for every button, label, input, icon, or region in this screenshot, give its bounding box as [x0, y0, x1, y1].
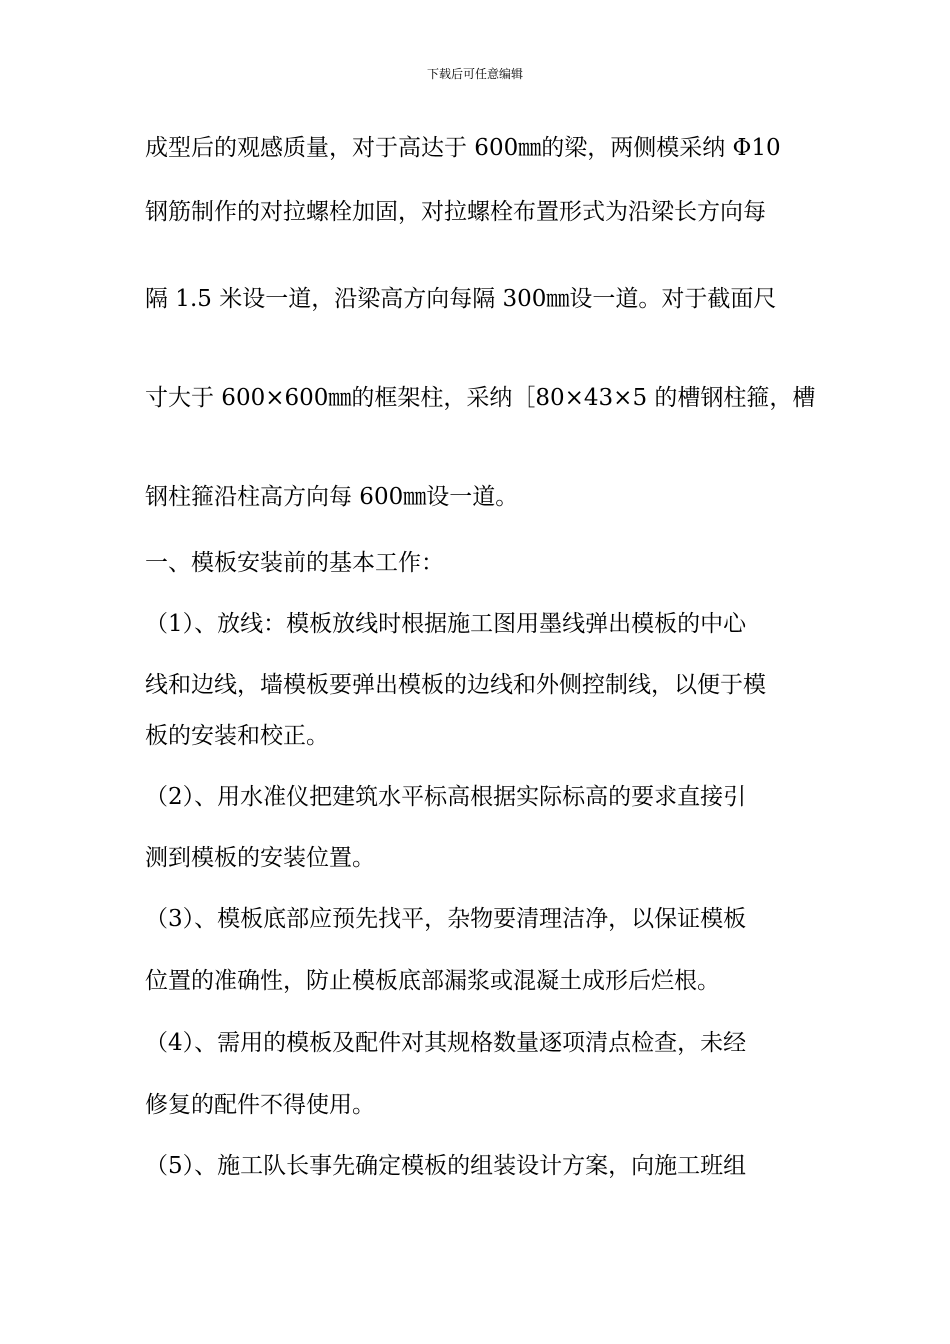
body-line: 寸大于 600×600㎜的框架柱，采纳［80×43×5 的槽钢柱箍，槽: [145, 385, 816, 411]
body-line: （3）、模板底部应预先找平，杂物要清理洁净，以保证模板: [145, 906, 747, 932]
body-line: 钢筋制作的对拉螺栓加固，对拉螺栓布置形式为沿梁长方向每: [145, 199, 766, 225]
body-line: （2）、用水准仪把建筑水平标高根据实际标高的要求直接引: [145, 784, 747, 810]
body-line: 成型后的观感质量，对于高达于 600㎜的梁，两侧模采纳 Φ10: [145, 135, 781, 161]
body-line: 钢柱箍沿柱高方向每 600㎜设一道。: [145, 484, 519, 510]
body-line: 板的安装和校正。: [145, 723, 329, 749]
body-line: （4）、需用的模板及配件对其规格数量逐项清点检查，未经: [145, 1030, 747, 1056]
body-line: 隔 1.5 米设一道，沿梁高方向每隔 300㎜设一道。对于截面尺: [145, 286, 777, 312]
body-line: （1）、放线：模板放线时根据施工图用墨线弹出模板的中心: [145, 611, 747, 637]
body-line: （5）、施工队长事先确定模板的组装设计方案，向施工班组: [145, 1153, 747, 1179]
body-line: 线和边线，墙模板要弹出模板的边线和外侧控制线，以便于模: [145, 672, 766, 698]
body-line: 位置的准确性，防止模板底部漏浆或混凝土成形后烂根。: [145, 968, 720, 994]
header-note: 下载后可任意编辑: [426, 67, 523, 81]
section-heading: 一、模板安装前的基本工作：: [145, 550, 444, 576]
body-line: 测到模板的安装位置。: [145, 845, 375, 871]
body-line: 修复的配件不得使用。: [145, 1092, 375, 1118]
